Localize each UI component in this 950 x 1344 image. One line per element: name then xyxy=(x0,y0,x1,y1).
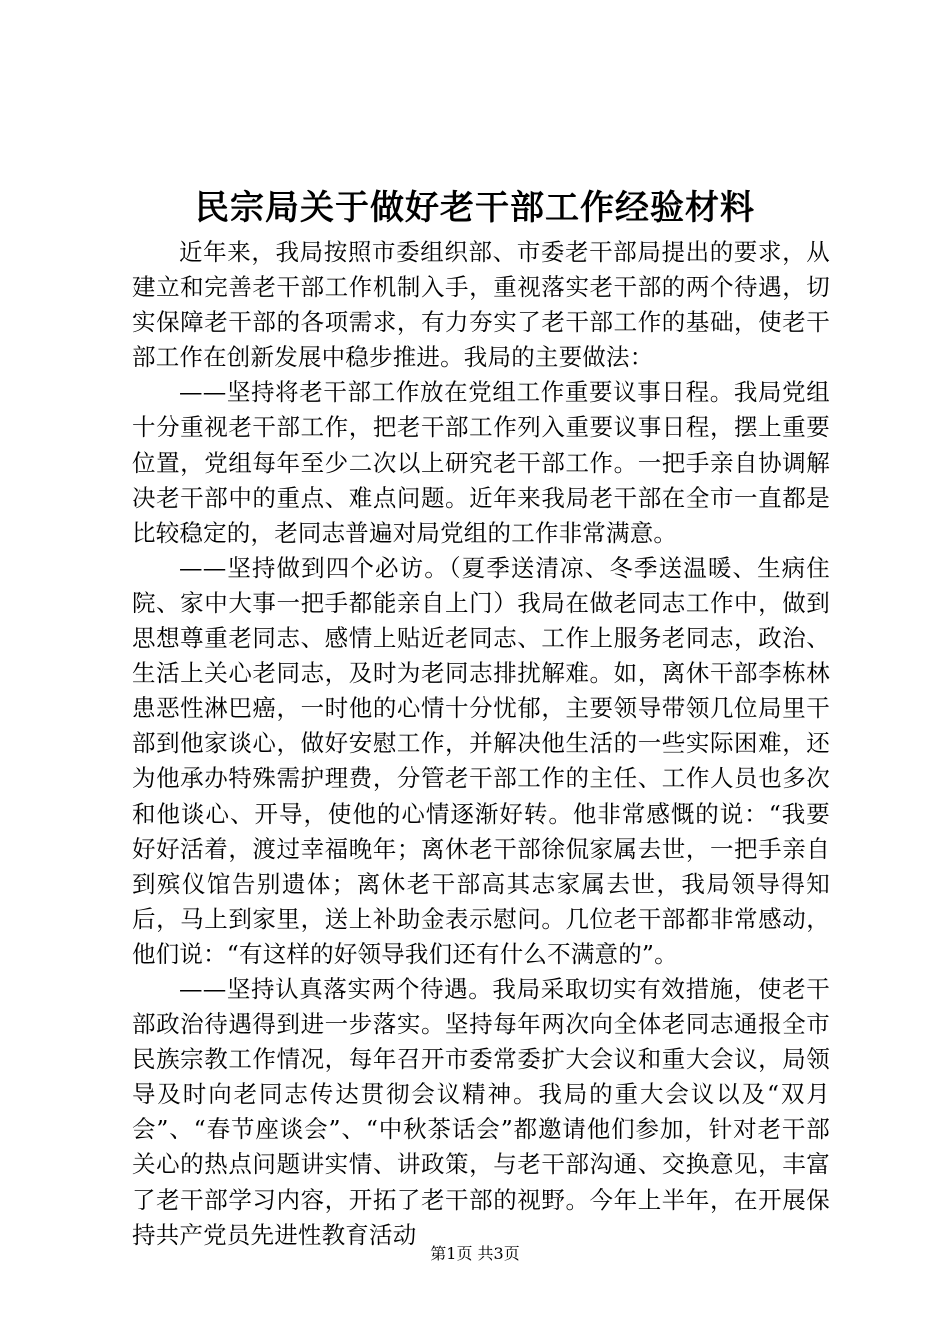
document-title: 民宗局关于做好老干部工作经验材料 xyxy=(195,188,755,228)
paragraph-two-treatments: ——坚持认真落实两个待遇。我局采取切实有效措施，使老干部政治待遇得到进一步落实。坚持每年两次向全体老同志通报全市民族宗教工作情况，每年召开市委常委扩大会议和重大会议，局领导及时向老同志传达贯彻会议精神。我局的重大会议以及“双月会”、“春节座谈会”、“中秋茶话会”都邀请他们参加，针对老干部关心的热点问题讲实情、讲政策，与老干部沟通、交换意见，丰富了老干部学习内容，开拓了老干部的视野。今年上半年，在开展保持共产党员先进性教育活动 xyxy=(132,974,830,1249)
paragraph-intro: 近年来，我局按照市委组织部、市委老干部局提出的要求，从建立和完善老干部工作机制入手，重视落实老干部的两个待遇，切实保障老干部的各项需求，有力夯实了老干部工作的基础，使老干部工作在创新发展中稳步推进。我局的主要做法： xyxy=(132,238,830,372)
document-body xyxy=(132,235,830,1253)
paragraph-four-visits: ——坚持做到四个必访。（夏季送清凉、冬季送温暖、生病住院、家中大事一把手都能亲自上门）我局在做老同志工作中，做到思想尊重老同志、感情上贴近老同志、工作上服务老同志，政治、生活上关心老同志，及时为老同志排扰解难。如，离休干部李栋林患恶性淋巴癌，一时他的心情十分忧郁，主要领导带领几位局里干部到他家谈心，做好安慰工作，并解决他生活的一些实际困难，还为他承办特殊需护理费，分管老干部工作的主任、工作人员也多次和他谈心、开导，使他的心情逐渐好转。他非常感慨的说：“我要好好活着，渡过幸福晚年；离休老干部徐侃家属去世，一把手亲自到殡仪馆告别遗体；离休老干部高其志家属去世，我局领导得知后，马上到家里，送上补助金表示慰问。几位老干部都非常感动，他们说：“有这样的好领导我们还有什么不满意的”。 xyxy=(132,553,830,968)
page-number-footer: 第1页 共3页 xyxy=(430,1244,520,1263)
paragraph-agenda: ——坚持将老干部工作放在党组工作重要议事日程。我局党组十分重视老干部工作，把老干部工作列入重要议事日程，摆上重要位置，党组每年至少二次以上研究老干部工作。一把手亲自协调解决老干部中的重点、难点问题。近年来我局老干部在全市一直都是比较稳定的，老同志普遍对局党组的工作非常满意。 xyxy=(132,378,830,547)
